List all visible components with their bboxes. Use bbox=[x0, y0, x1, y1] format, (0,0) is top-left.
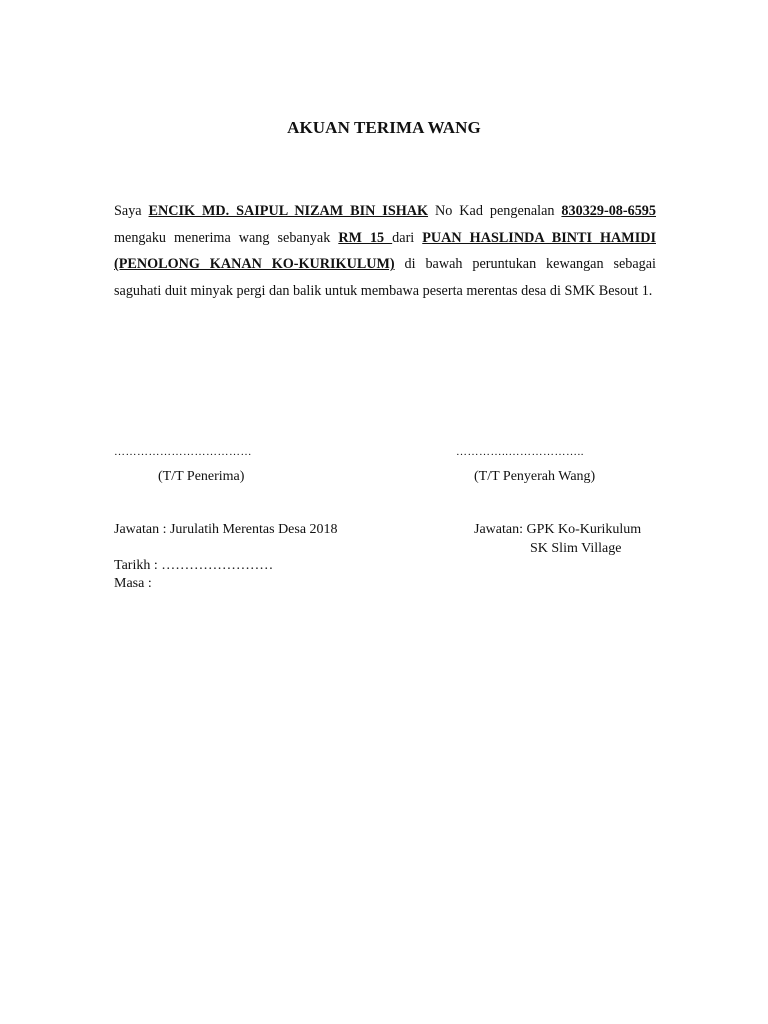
declaration-paragraph bbox=[114, 198, 656, 304]
giver-position: Jawatan: GPK Ko-Kurikulum bbox=[474, 522, 642, 537]
date-field: Tarikh : …………………… bbox=[114, 558, 274, 573]
giver-name: PUAN HASLINDA BINTI HAMIDI (PENOLONG KANAN KO-KURIKULUM) bbox=[114, 229, 656, 273]
time-field: Masa : bbox=[114, 576, 152, 591]
text-dari: dari bbox=[392, 229, 423, 246]
recipient-name: ENCIK MD. SAIPUL NIZAM BIN ISHAK bbox=[148, 203, 429, 219]
giver-signature-line: …………..……………….. bbox=[456, 446, 584, 458]
recipient-position: Jawatan : Jurulatih Merentas Desa 2018 bbox=[114, 522, 338, 537]
text-mengaku: mengaku menerima wang sebanyak bbox=[114, 229, 339, 246]
document-title: AKUAN TERIMA WANG bbox=[287, 118, 481, 137]
amount: RM 15 bbox=[338, 229, 393, 246]
text-purpose: di bawah peruntukan kewangan sebagai saguhati duit minyak pergi dan balik untuk membawa peserta merentas desa di SMK Besout 1. bbox=[114, 256, 656, 299]
recipient-signature-line: ……………………………… bbox=[114, 446, 252, 458]
recipient-signature-label: (T/T Penerima) bbox=[158, 469, 245, 484]
giver-position-school: SK Slim Village bbox=[530, 541, 622, 556]
ic-number: 830329-08-6595 bbox=[561, 203, 656, 219]
giver-signature-label: (T/T Penyerah Wang) bbox=[474, 469, 596, 484]
text-saya: Saya bbox=[114, 203, 149, 219]
text-no-kad: No Kad pengenalan bbox=[428, 203, 562, 219]
